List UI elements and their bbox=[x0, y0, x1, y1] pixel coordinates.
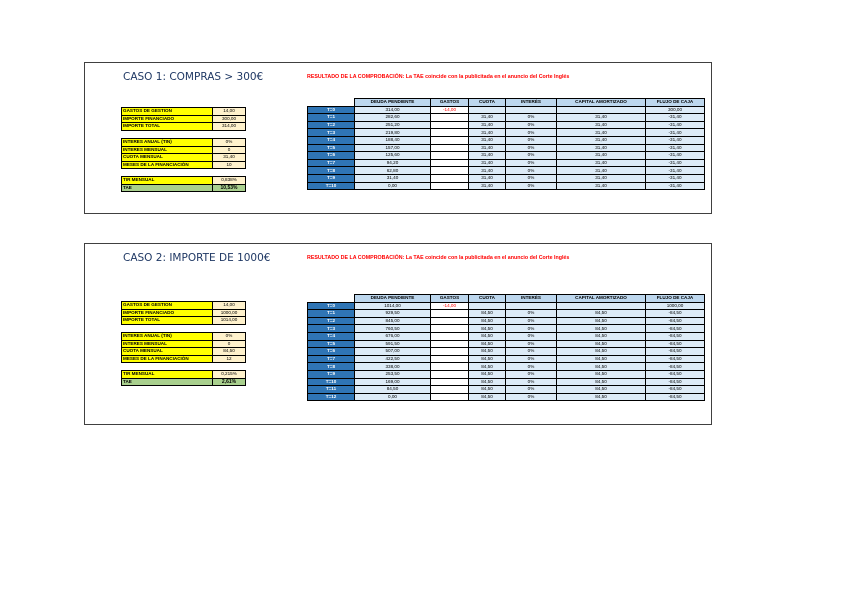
period-cell[interactable]: T=11 bbox=[308, 386, 355, 394]
flujo-cell[interactable]: -31,40 bbox=[646, 144, 705, 152]
summary-value[interactable]: 0,215% bbox=[213, 371, 246, 379]
cuota-cell[interactable]: 84,50 bbox=[469, 393, 506, 401]
gastos-cell[interactable] bbox=[431, 348, 469, 356]
flujo-cell[interactable]: -84,50 bbox=[646, 340, 705, 348]
summary-label: INTERES MENSUAL bbox=[122, 340, 213, 348]
interes-cell[interactable]: 0% bbox=[506, 129, 557, 137]
flujo-cell[interactable]: -31,40 bbox=[646, 174, 705, 182]
cuota-cell[interactable] bbox=[469, 106, 506, 114]
capital-cell[interactable]: 84,50 bbox=[557, 378, 646, 386]
deuda-cell[interactable]: 31,40 bbox=[355, 174, 431, 182]
deuda-cell[interactable]: 676,00 bbox=[355, 332, 431, 340]
table-row bbox=[308, 152, 705, 160]
summary-row bbox=[122, 161, 246, 169]
interes-cell[interactable]: 0% bbox=[506, 348, 557, 356]
summary-row bbox=[122, 378, 246, 386]
interes-cell[interactable]: 0% bbox=[506, 136, 557, 144]
table-row bbox=[308, 167, 705, 175]
table-row bbox=[308, 302, 705, 310]
cuota-cell[interactable]: 84,50 bbox=[469, 386, 506, 394]
period-cell[interactable]: T=5 bbox=[308, 340, 355, 348]
summary-row bbox=[122, 348, 246, 356]
summary-label: INTERES ANUAL (TIN) bbox=[122, 333, 213, 341]
cuota-cell[interactable]: 31,40 bbox=[469, 167, 506, 175]
capital-cell[interactable]: 31,40 bbox=[557, 174, 646, 182]
gastos-cell[interactable] bbox=[431, 363, 469, 371]
capital-cell[interactable]: 31,40 bbox=[557, 152, 646, 160]
gastos-cell[interactable]: -14,00 bbox=[431, 302, 469, 310]
summary-value[interactable]: 0% bbox=[213, 333, 246, 341]
interes-cell[interactable]: 0% bbox=[506, 310, 557, 318]
deuda-cell[interactable]: 0,00 bbox=[355, 182, 431, 190]
table-row bbox=[308, 159, 705, 167]
gastos-cell[interactable] bbox=[431, 129, 469, 137]
cuota-cell[interactable]: 31,40 bbox=[469, 114, 506, 122]
interes-cell[interactable]: 0% bbox=[506, 332, 557, 340]
gastos-cell[interactable] bbox=[431, 310, 469, 318]
cuota-cell[interactable]: 84,50 bbox=[469, 363, 506, 371]
flujo-cell[interactable]: -84,50 bbox=[646, 310, 705, 318]
cuota-cell[interactable]: 84,50 bbox=[469, 332, 506, 340]
flujo-cell[interactable]: -84,50 bbox=[646, 317, 705, 325]
case2-title: CASO 2: IMPORTE DE 1000€ bbox=[123, 252, 271, 264]
summary-label: TAE bbox=[122, 184, 213, 192]
column-header[interactable]: CAPITAL AMORTIZADO bbox=[557, 295, 646, 303]
summary-value[interactable]: 1000,00 bbox=[213, 309, 246, 317]
capital-cell[interactable]: 84,50 bbox=[557, 370, 646, 378]
case1-summary-c bbox=[121, 176, 246, 192]
cuota-cell[interactable]: 31,40 bbox=[469, 121, 506, 129]
table-row bbox=[308, 378, 705, 386]
capital-cell[interactable] bbox=[557, 106, 646, 114]
capital-cell[interactable]: 84,50 bbox=[557, 386, 646, 394]
cuota-cell[interactable]: 84,50 bbox=[469, 378, 506, 386]
summary-label: IMPORTE TOTAL bbox=[122, 317, 213, 325]
interes-cell[interactable]: 0% bbox=[506, 340, 557, 348]
table-row bbox=[308, 348, 705, 356]
gastos-cell[interactable] bbox=[431, 121, 469, 129]
summary-label: IMPORTE FINANCIADO bbox=[122, 115, 213, 123]
summary-row bbox=[122, 177, 246, 185]
capital-cell[interactable]: 31,40 bbox=[557, 159, 646, 167]
capital-cell[interactable]: 84,50 bbox=[557, 340, 646, 348]
interes-cell[interactable]: 0% bbox=[506, 378, 557, 386]
summary-value[interactable]: 0 bbox=[213, 340, 246, 348]
summary-label: IMPORTE TOTAL bbox=[122, 123, 213, 131]
capital-cell[interactable]: 84,50 bbox=[557, 317, 646, 325]
column-header[interactable]: CUOTA bbox=[469, 99, 506, 107]
summary-row bbox=[122, 115, 246, 123]
cuota-cell[interactable]: 84,50 bbox=[469, 317, 506, 325]
deuda-cell[interactable]: 929,50 bbox=[355, 310, 431, 318]
deuda-cell[interactable]: 591,50 bbox=[355, 340, 431, 348]
deuda-cell[interactable]: 0,00 bbox=[355, 393, 431, 401]
period-cell[interactable]: T=8 bbox=[308, 363, 355, 371]
interes-cell[interactable]: 0% bbox=[506, 325, 557, 333]
summary-value[interactable]: 14,00 bbox=[213, 108, 246, 116]
deuda-cell[interactable]: 507,00 bbox=[355, 348, 431, 356]
column-header[interactable]: FLUJO DE CAJA bbox=[646, 295, 705, 303]
summary-row bbox=[122, 146, 246, 154]
table-row bbox=[308, 129, 705, 137]
column-header[interactable]: GASTOS bbox=[431, 295, 469, 303]
cuota-cell[interactable]: 84,50 bbox=[469, 325, 506, 333]
summary-label: CUOTA MENSUAL bbox=[122, 348, 213, 356]
table-row bbox=[308, 144, 705, 152]
capital-cell[interactable]: 84,50 bbox=[557, 355, 646, 363]
summary-label: CUOTA MENSUAL bbox=[122, 154, 213, 162]
period-cell[interactable]: T=2 bbox=[308, 317, 355, 325]
summary-label: INTERES ANUAL (TIN) bbox=[122, 139, 213, 147]
summary-label: MESES DE LA FINANCIACIÓN bbox=[122, 161, 213, 169]
deuda-cell[interactable]: 282,60 bbox=[355, 114, 431, 122]
interes-cell[interactable]: 0% bbox=[506, 355, 557, 363]
gastos-cell[interactable] bbox=[431, 370, 469, 378]
cuota-cell[interactable]: 31,40 bbox=[469, 174, 506, 182]
deuda-cell[interactable]: 84,50 bbox=[355, 386, 431, 394]
flujo-cell[interactable]: -84,50 bbox=[646, 355, 705, 363]
table-row bbox=[308, 332, 705, 340]
period-cell[interactable]: T=4 bbox=[308, 136, 355, 144]
table-header-row bbox=[308, 295, 705, 303]
case2-amortization-table bbox=[307, 294, 705, 401]
column-header[interactable]: CUOTA bbox=[469, 295, 506, 303]
deuda-cell[interactable]: 251,20 bbox=[355, 121, 431, 129]
summary-label: INTERES MENSUAL bbox=[122, 146, 213, 154]
flujo-cell[interactable]: -84,50 bbox=[646, 386, 705, 394]
capital-cell[interactable]: 31,40 bbox=[557, 129, 646, 137]
deuda-cell[interactable]: 422,50 bbox=[355, 355, 431, 363]
period-cell[interactable]: T=7 bbox=[308, 355, 355, 363]
gastos-cell[interactable] bbox=[431, 182, 469, 190]
summary-row bbox=[122, 154, 246, 162]
gastos-cell[interactable] bbox=[431, 340, 469, 348]
gastos-cell[interactable] bbox=[431, 378, 469, 386]
summary-row bbox=[122, 333, 246, 341]
summary-value[interactable]: 1014,00 bbox=[213, 317, 246, 325]
summary-value[interactable]: 84,50 bbox=[213, 348, 246, 356]
column-header[interactable]: GASTOS bbox=[431, 99, 469, 107]
deuda-cell[interactable]: 94,20 bbox=[355, 159, 431, 167]
capital-cell[interactable]: 31,40 bbox=[557, 182, 646, 190]
capital-cell[interactable]: 31,40 bbox=[557, 136, 646, 144]
summary-value[interactable]: 10 bbox=[213, 161, 246, 169]
summary-row bbox=[122, 317, 246, 325]
case1-summary-b bbox=[121, 138, 246, 169]
cuota-cell[interactable]: 31,40 bbox=[469, 144, 506, 152]
capital-cell[interactable]: 84,50 bbox=[557, 348, 646, 356]
deuda-cell[interactable]: 169,00 bbox=[355, 378, 431, 386]
summary-value[interactable]: 0 bbox=[213, 146, 246, 154]
case2-summary-c bbox=[121, 370, 246, 386]
table-row bbox=[308, 370, 705, 378]
period-cell[interactable]: T=0 bbox=[308, 302, 355, 310]
column-header[interactable]: DEUDA PENDIENTE bbox=[355, 295, 431, 303]
case2-summary-a bbox=[121, 301, 246, 325]
interes-cell[interactable] bbox=[506, 302, 557, 310]
table-row bbox=[308, 174, 705, 182]
case1-summary-a bbox=[121, 107, 246, 131]
cuota-cell[interactable]: 31,40 bbox=[469, 136, 506, 144]
period-cell[interactable]: T=1 bbox=[308, 310, 355, 318]
deuda-cell[interactable]: 845,00 bbox=[355, 317, 431, 325]
gastos-cell[interactable] bbox=[431, 386, 469, 394]
summary-value[interactable]: 2,61% bbox=[213, 378, 246, 386]
interes-cell[interactable]: 0% bbox=[506, 174, 557, 182]
summary-row bbox=[122, 309, 246, 317]
gastos-cell[interactable]: -14,00 bbox=[431, 106, 469, 114]
interes-cell[interactable] bbox=[506, 106, 557, 114]
case2-panel bbox=[84, 243, 712, 425]
flujo-cell[interactable]: -84,50 bbox=[646, 363, 705, 371]
deuda-cell[interactable]: 338,00 bbox=[355, 363, 431, 371]
deuda-cell[interactable]: 760,50 bbox=[355, 325, 431, 333]
summary-label: MESES DE LA FINANCIACIÓN bbox=[122, 355, 213, 363]
period-cell[interactable]: T=7 bbox=[308, 159, 355, 167]
flujo-cell[interactable]: -31,40 bbox=[646, 114, 705, 122]
flujo-cell[interactable]: -31,40 bbox=[646, 121, 705, 129]
capital-cell[interactable]: 84,50 bbox=[557, 325, 646, 333]
gastos-cell[interactable] bbox=[431, 144, 469, 152]
gastos-cell[interactable] bbox=[431, 152, 469, 160]
interes-cell[interactable]: 0% bbox=[506, 182, 557, 190]
table-row bbox=[308, 182, 705, 190]
summary-value[interactable]: 31,40 bbox=[213, 154, 246, 162]
cuota-cell[interactable]: 31,40 bbox=[469, 159, 506, 167]
period-cell[interactable]: T=8 bbox=[308, 167, 355, 175]
cuota-cell[interactable]: 84,50 bbox=[469, 340, 506, 348]
interes-cell[interactable]: 0% bbox=[506, 152, 557, 160]
summary-value[interactable]: 12 bbox=[213, 355, 246, 363]
gastos-cell[interactable] bbox=[431, 159, 469, 167]
flujo-cell[interactable]: -31,40 bbox=[646, 136, 705, 144]
table-row bbox=[308, 355, 705, 363]
summary-label: TAE bbox=[122, 378, 213, 386]
gastos-cell[interactable] bbox=[431, 393, 469, 401]
interes-cell[interactable]: 0% bbox=[506, 370, 557, 378]
capital-cell[interactable]: 84,50 bbox=[557, 393, 646, 401]
summary-row bbox=[122, 302, 246, 310]
summary-value[interactable]: 0,838% bbox=[213, 177, 246, 185]
table-corner bbox=[308, 99, 355, 107]
table-row bbox=[308, 340, 705, 348]
case1-result-text: RESULTADO DE LA COMPROBACIÓN: La TAE coincide con la publicitada en el anuncio del Corte Inglés bbox=[307, 74, 570, 80]
cuota-cell[interactable]: 84,50 bbox=[469, 348, 506, 356]
flujo-cell[interactable]: -84,50 bbox=[646, 332, 705, 340]
flujo-cell[interactable]: -31,40 bbox=[646, 159, 705, 167]
column-header[interactable]: FLUJO DE CAJA bbox=[646, 99, 705, 107]
table-row bbox=[308, 386, 705, 394]
table-corner bbox=[308, 295, 355, 303]
gastos-cell[interactable] bbox=[431, 167, 469, 175]
summary-label: GASTOS DE GESTION bbox=[122, 108, 213, 116]
column-header[interactable]: INTERÉS bbox=[506, 99, 557, 107]
interes-cell[interactable]: 0% bbox=[506, 317, 557, 325]
summary-row bbox=[122, 108, 246, 116]
table-row bbox=[308, 310, 705, 318]
summary-value[interactable]: 10,53% bbox=[213, 184, 246, 192]
deuda-cell[interactable]: 1014,00 bbox=[355, 302, 431, 310]
column-header[interactable]: CAPITAL AMORTIZADO bbox=[557, 99, 646, 107]
flujo-cell[interactable]: 300,00 bbox=[646, 106, 705, 114]
flujo-cell[interactable]: -31,40 bbox=[646, 167, 705, 175]
column-header[interactable]: DEUDA PENDIENTE bbox=[355, 99, 431, 107]
table-row bbox=[308, 106, 705, 114]
capital-cell[interactable]: 84,50 bbox=[557, 310, 646, 318]
flujo-cell[interactable]: -31,40 bbox=[646, 129, 705, 137]
period-cell[interactable]: T=4 bbox=[308, 332, 355, 340]
table-row bbox=[308, 393, 705, 401]
cuota-cell[interactable]: 31,40 bbox=[469, 182, 506, 190]
capital-cell[interactable] bbox=[557, 302, 646, 310]
flujo-cell[interactable]: -31,40 bbox=[646, 152, 705, 160]
gastos-cell[interactable] bbox=[431, 317, 469, 325]
summary-value[interactable]: 300,00 bbox=[213, 115, 246, 123]
flujo-cell[interactable]: 1000,00 bbox=[646, 302, 705, 310]
summary-row bbox=[122, 184, 246, 192]
summary-row bbox=[122, 340, 246, 348]
summary-value[interactable]: 0% bbox=[213, 139, 246, 147]
table-row bbox=[308, 121, 705, 129]
gastos-cell[interactable] bbox=[431, 114, 469, 122]
period-cell[interactable]: T=10 bbox=[308, 182, 355, 190]
flujo-cell[interactable]: -31,40 bbox=[646, 182, 705, 190]
interes-cell[interactable]: 0% bbox=[506, 363, 557, 371]
case1-title: CASO 1: COMPRAS > 300€ bbox=[123, 71, 264, 83]
summary-row bbox=[122, 355, 246, 363]
period-cell[interactable]: T=6 bbox=[308, 152, 355, 160]
deuda-cell[interactable]: 219,80 bbox=[355, 129, 431, 137]
deuda-cell[interactable]: 253,50 bbox=[355, 370, 431, 378]
flujo-cell[interactable]: -84,50 bbox=[646, 348, 705, 356]
cuota-cell[interactable]: 84,50 bbox=[469, 370, 506, 378]
deuda-cell[interactable]: 188,40 bbox=[355, 136, 431, 144]
column-header[interactable]: INTERÉS bbox=[506, 295, 557, 303]
interes-cell[interactable]: 0% bbox=[506, 114, 557, 122]
cuota-cell[interactable]: 84,50 bbox=[469, 355, 506, 363]
table-header-row bbox=[308, 99, 705, 107]
gastos-cell[interactable] bbox=[431, 136, 469, 144]
flujo-cell[interactable]: -84,50 bbox=[646, 393, 705, 401]
summary-value[interactable]: 14,00 bbox=[213, 302, 246, 310]
flujo-cell[interactable]: -84,50 bbox=[646, 325, 705, 333]
period-cell[interactable]: T=3 bbox=[308, 129, 355, 137]
case1-panel bbox=[84, 62, 712, 214]
summary-label: TIR MENSUAL bbox=[122, 177, 213, 185]
gastos-cell[interactable] bbox=[431, 355, 469, 363]
period-cell[interactable]: T=1 bbox=[308, 114, 355, 122]
table-row bbox=[308, 325, 705, 333]
case2-result-text: RESULTADO DE LA COMPROBACIÓN: La TAE coincide con la publicitada en el anuncio del Corte Inglés bbox=[307, 255, 570, 261]
period-cell[interactable]: T=10 bbox=[308, 378, 355, 386]
table-row bbox=[308, 317, 705, 325]
summary-row bbox=[122, 139, 246, 147]
capital-cell[interactable]: 31,40 bbox=[557, 144, 646, 152]
capital-cell[interactable]: 31,40 bbox=[557, 167, 646, 175]
capital-cell[interactable]: 84,50 bbox=[557, 332, 646, 340]
interes-cell[interactable]: 0% bbox=[506, 159, 557, 167]
summary-row bbox=[122, 371, 246, 379]
summary-row bbox=[122, 123, 246, 131]
period-cell[interactable]: T=6 bbox=[308, 348, 355, 356]
cuota-cell[interactable]: 31,40 bbox=[469, 129, 506, 137]
interes-cell[interactable]: 0% bbox=[506, 121, 557, 129]
case1-amortization-table bbox=[307, 98, 705, 190]
period-cell[interactable]: T=3 bbox=[308, 325, 355, 333]
capital-cell[interactable]: 84,50 bbox=[557, 363, 646, 371]
period-cell[interactable]: T=12 bbox=[308, 393, 355, 401]
flujo-cell[interactable]: -84,50 bbox=[646, 370, 705, 378]
summary-label: IMPORTE FINANCIADO bbox=[122, 309, 213, 317]
deuda-cell[interactable]: 125,60 bbox=[355, 152, 431, 160]
table-row bbox=[308, 114, 705, 122]
summary-label: GASTOS DE GESTION bbox=[122, 302, 213, 310]
interes-cell[interactable]: 0% bbox=[506, 386, 557, 394]
cuota-cell[interactable] bbox=[469, 302, 506, 310]
cuota-cell[interactable]: 31,40 bbox=[469, 152, 506, 160]
deuda-cell[interactable]: 157,00 bbox=[355, 144, 431, 152]
summary-label: TIR MENSUAL bbox=[122, 371, 213, 379]
interes-cell[interactable]: 0% bbox=[506, 393, 557, 401]
table-row bbox=[308, 136, 705, 144]
gastos-cell[interactable] bbox=[431, 332, 469, 340]
flujo-cell[interactable]: -84,50 bbox=[646, 378, 705, 386]
capital-cell[interactable]: 31,40 bbox=[557, 114, 646, 122]
cuota-cell[interactable]: 84,50 bbox=[469, 310, 506, 318]
deuda-cell[interactable]: 62,80 bbox=[355, 167, 431, 175]
period-cell[interactable]: T=2 bbox=[308, 121, 355, 129]
period-cell[interactable]: T=0 bbox=[308, 106, 355, 114]
summary-value[interactable]: 314,00 bbox=[213, 123, 246, 131]
capital-cell[interactable]: 31,40 bbox=[557, 121, 646, 129]
interes-cell[interactable]: 0% bbox=[506, 144, 557, 152]
period-cell[interactable]: T=5 bbox=[308, 144, 355, 152]
case2-summary-b bbox=[121, 332, 246, 363]
period-cell[interactable]: T=9 bbox=[308, 174, 355, 182]
table-row bbox=[308, 363, 705, 371]
gastos-cell[interactable] bbox=[431, 325, 469, 333]
period-cell[interactable]: T=9 bbox=[308, 370, 355, 378]
gastos-cell[interactable] bbox=[431, 174, 469, 182]
deuda-cell[interactable]: 314,00 bbox=[355, 106, 431, 114]
interes-cell[interactable]: 0% bbox=[506, 167, 557, 175]
